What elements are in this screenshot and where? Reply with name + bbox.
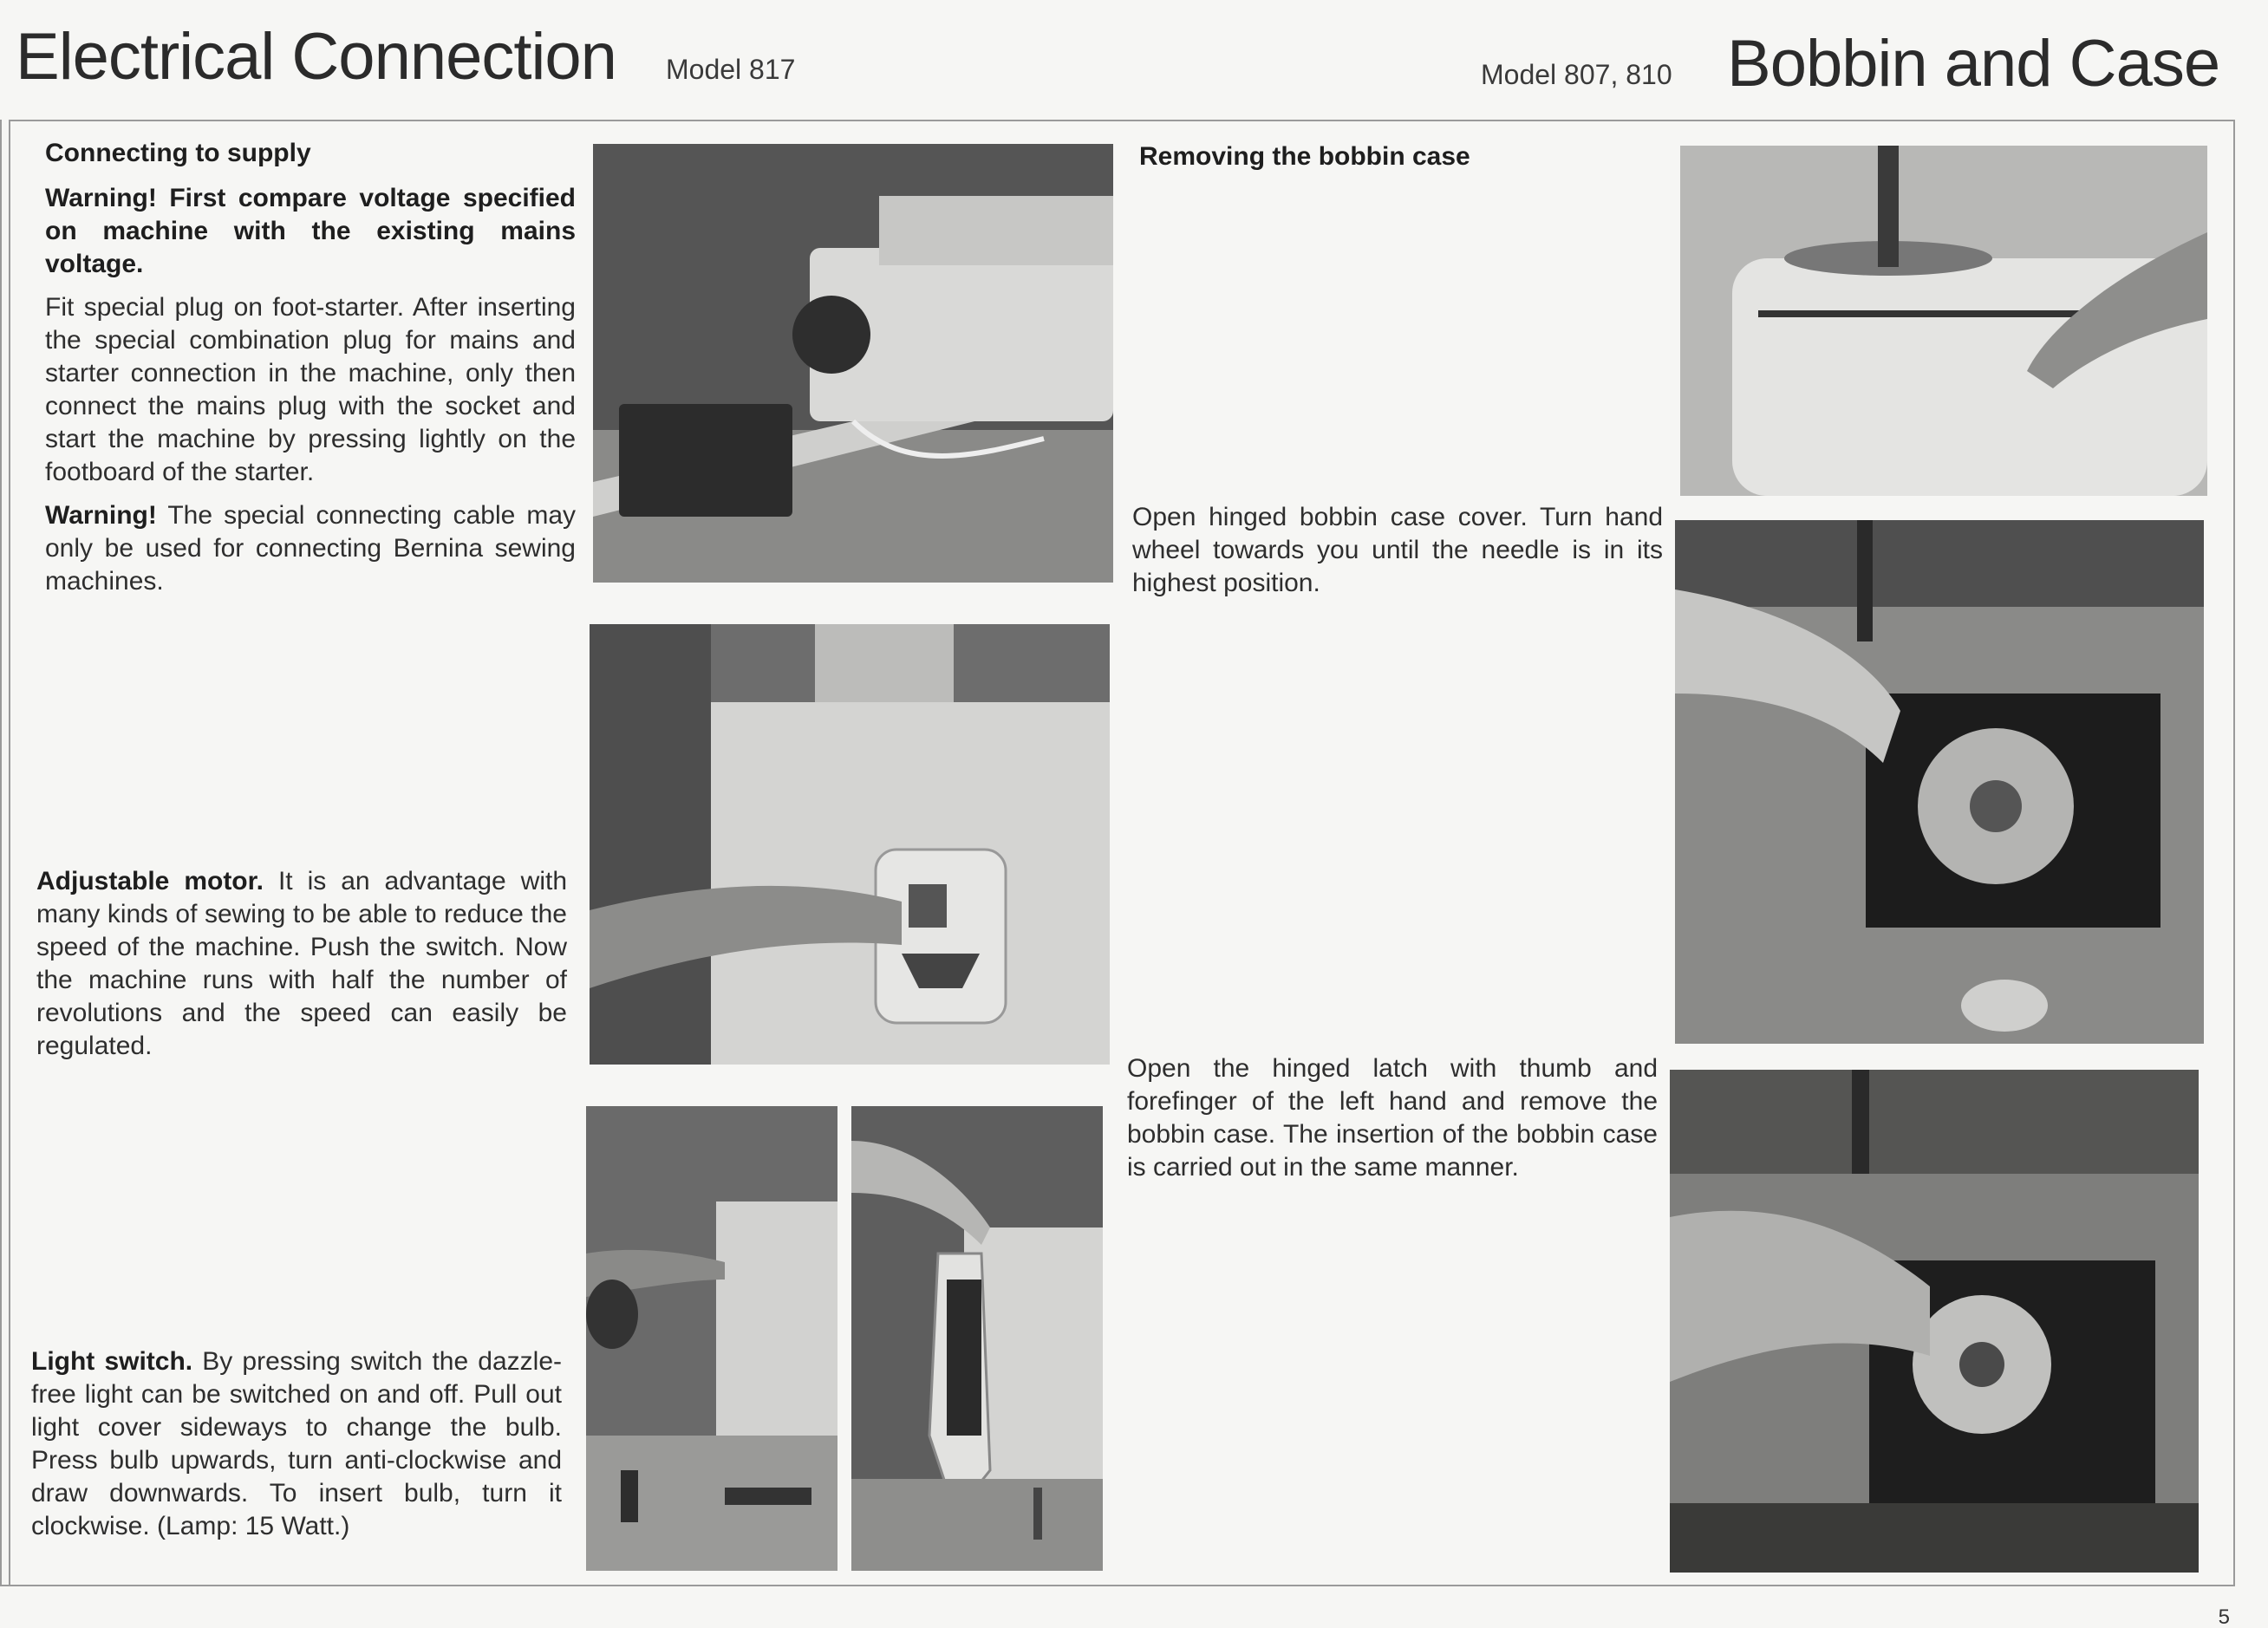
motor-text: It is an advantage with many kinds of sewing to be able to reduce the speed of the machine. Push the switch. Now the machine runs with half the number of revolutions and the speed can easily be regulated. [36,867,567,1060]
content-frame-right [2233,120,2235,1585]
warning-label: Warning! [45,501,157,530]
content-frame-left-edge [0,120,2,1586]
content-frame-bottom [0,1585,2235,1586]
connecting-body: Fit special plug on foot-starter. After inserting the special combination plug for mains and starter connection in the machine, only then connect the mains plug with the socket and start the machine by pressing lightly on the footboard of the starter. [45,293,576,486]
photo-light-switch [586,1106,837,1571]
photo-motor-speed-switch [590,624,1110,1065]
motor-label: Adjustable motor. [36,867,264,895]
photo-machine-with-foot-starter [593,144,1113,583]
page-number: 5 [2218,1605,2230,1628]
light-label: Light switch. [31,1347,193,1376]
bobbin-step-2: Open the hinged latch with thumb and forefinger of the left hand and remove the bobbin case. The insertion of the bobbin case is carried out in the same manner. [1127,1054,1658,1182]
warning-cable-text: The special connecting cable may only be used for connecting Bernina sewing machines. [45,501,577,596]
connecting-section [45,137,576,598]
right-page-title: Bobbin and Case [1727,27,2220,101]
motor-section [36,865,567,1063]
right-model-label: Model 807, 810 [1481,59,1672,90]
photo-bobbin-cover-closed [1680,146,2207,496]
bobbin-step-1: Open hinged bobbin case cover. Turn hand wheel towards you until the needle is in its highest position. [1132,503,1663,597]
content-frame-top-right [1124,120,2235,121]
left-page-title: Electrical Connection [16,20,616,94]
photo-light-cover-removal [851,1106,1103,1571]
connecting-heading: Connecting to supply [45,139,311,167]
bobbin-heading: Removing the bobbin case [1139,142,1470,171]
connecting-warning: Warning! First compare voltage specified on machine with the existing mains voltage. [45,184,576,278]
connecting-warning-cable [45,499,576,598]
left-model-label: Model 817 [666,54,796,85]
photo-bobbin-cover-open [1675,520,2204,1044]
light-section [31,1345,562,1543]
light-text: By pressing switch the dazzle-free light can be switched on and off. Pull out light cover sideways to change the bulb. Press bulb upwards, turn anti-clockwise and draw downwards. To insert bulb, turn it clockwise. (Lamp: 15 Watt.) [31,1347,562,1540]
photo-bobbin-case-removal [1670,1070,2199,1573]
